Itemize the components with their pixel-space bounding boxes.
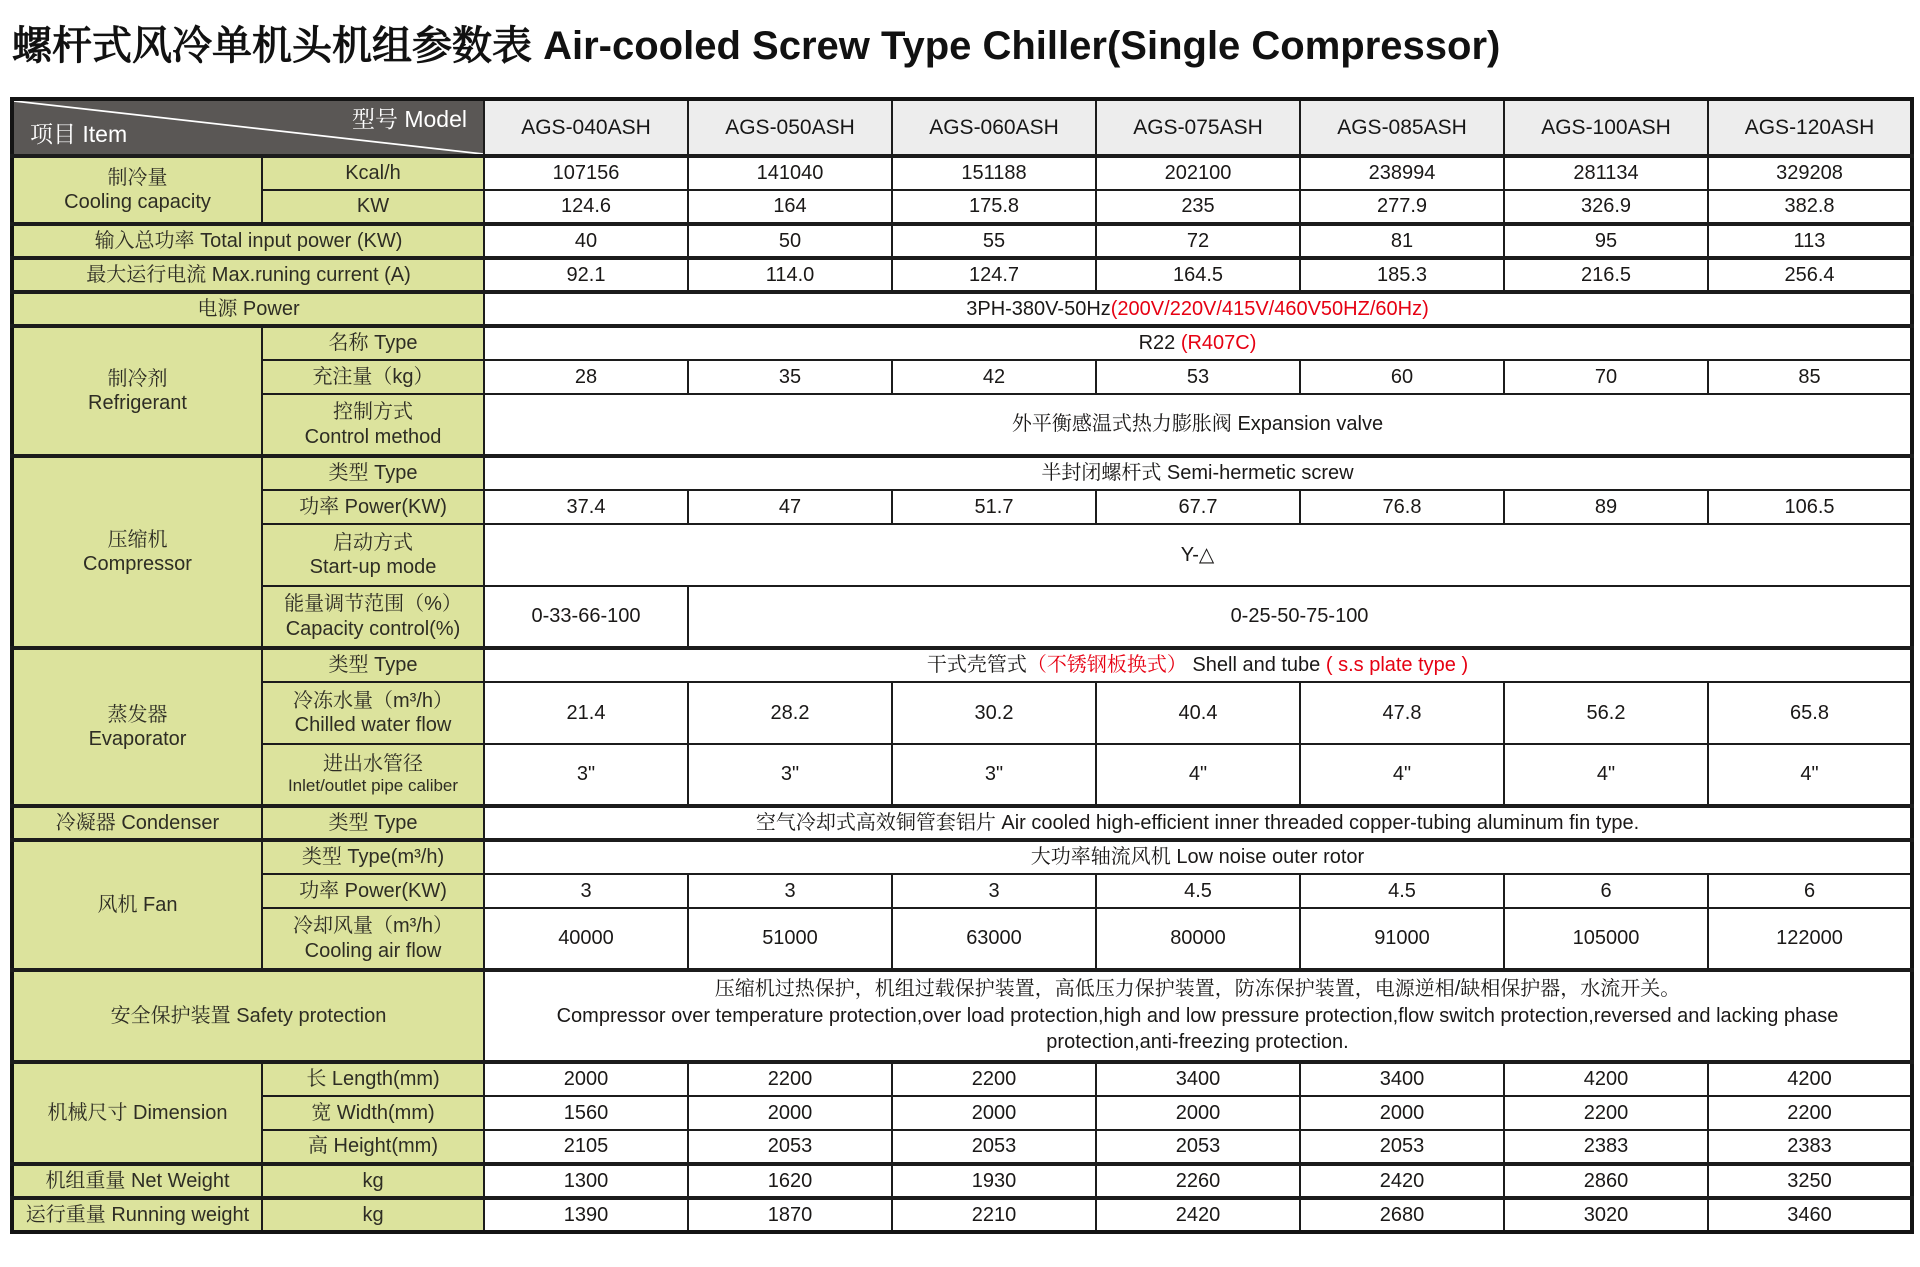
- group-label-en: Compressor: [83, 553, 192, 575]
- value-cell: 72: [1096, 224, 1300, 258]
- row-refrigerant-type: [12, 326, 1912, 360]
- value-cell: 2420: [1300, 1164, 1504, 1198]
- value-cell: 2680: [1300, 1198, 1504, 1232]
- row-width: [12, 1096, 1912, 1130]
- value-cell: 35: [688, 360, 892, 394]
- label-cn: 冷却风量（m³/h）: [293, 915, 453, 938]
- value-cell: 164.5: [1096, 258, 1300, 292]
- value-cell: 28: [484, 360, 688, 394]
- row-safety-protection: [12, 970, 1912, 1062]
- value-cell: 3460: [1708, 1198, 1912, 1232]
- value-condenser-type: 空气冷却式高效铜管套铝片 Air cooled high-efficient inner threaded copper-tubing aluminum fin type.: [484, 806, 1912, 840]
- value-cell: 92.1: [484, 258, 688, 292]
- header-diagonal-cell: [12, 99, 484, 156]
- group-refrigerant: [12, 326, 262, 456]
- value-cell: 3": [484, 744, 688, 806]
- value-cell: 70: [1504, 360, 1708, 394]
- row-cooling-kcal: [12, 156, 1912, 190]
- value-cell: 76.8: [1300, 490, 1504, 524]
- value-cell: 326.9: [1504, 190, 1708, 224]
- value-cell: 2053: [892, 1130, 1096, 1164]
- group-condenser: 冷凝器 Condenser: [12, 806, 262, 840]
- value-cell: 3: [892, 874, 1096, 908]
- model-header-075: AGS-075ASH: [1096, 99, 1300, 156]
- row-capacity-control: [12, 586, 1912, 648]
- group-fan: 风机 Fan: [12, 840, 262, 970]
- page-title: 螺杆式风冷单机头机组参数表 Air-cooled Screw Type Chiller(Single Compressor): [12, 24, 1501, 68]
- value-refrigerant-name: [484, 326, 1912, 360]
- value-cell: 28.2: [688, 682, 892, 744]
- value-cell: 2053: [688, 1130, 892, 1164]
- row-compressor-power: [12, 490, 1912, 524]
- value-cell: 2200: [892, 1062, 1096, 1096]
- group-label-cn: 蒸发器: [107, 703, 168, 726]
- group-label-en: Evaporator: [88, 728, 187, 750]
- value-cell: 141040: [688, 156, 892, 190]
- label-control-method: [262, 394, 484, 456]
- value-cell: 2200: [688, 1062, 892, 1096]
- label-condenser-type: 类型 Type: [262, 806, 484, 840]
- group-label-en: Cooling capacity: [64, 191, 211, 213]
- value-cell: 42: [892, 360, 1096, 394]
- value-cell: 89: [1504, 490, 1708, 524]
- value-cell: 1930: [892, 1164, 1096, 1198]
- value-cell: 185.3: [1300, 258, 1504, 292]
- value-cell: 202100: [1096, 156, 1300, 190]
- label-fan-power: 功率 Power(KW): [262, 874, 484, 908]
- label-refrigerant-name: 名称 Type: [262, 326, 484, 360]
- value-cell: 95: [1504, 224, 1708, 258]
- row-chilled-water-flow: [12, 682, 1912, 744]
- label-compressor-power: 功率 Power(KW): [262, 490, 484, 524]
- label-pipe-caliber: [262, 744, 484, 806]
- value-fan-type: 大功率轴流风机 Low noise outer rotor: [484, 840, 1912, 874]
- model-header-050: AGS-050ASH: [688, 99, 892, 156]
- label-power-supply: 电源 Power: [12, 292, 484, 326]
- row-cooling-air-flow: [12, 908, 1912, 970]
- label-en: Inlet/outlet pipe caliber: [287, 776, 459, 796]
- value-cell: 1560: [484, 1096, 688, 1130]
- row-net-weight: [12, 1164, 1912, 1198]
- value-cell: 1300: [484, 1164, 688, 1198]
- label-refrigerant-charge: 充注量（kg）: [262, 360, 484, 394]
- value-cell: 53: [1096, 360, 1300, 394]
- value-cell: 47: [688, 490, 892, 524]
- value-cell: 80000: [1096, 908, 1300, 970]
- value-cell: 37.4: [484, 490, 688, 524]
- value-power-supply: [484, 292, 1912, 326]
- value-cell: 105000: [1504, 908, 1708, 970]
- label-height: 高 Height(mm): [262, 1130, 484, 1164]
- value-cell: 114.0: [688, 258, 892, 292]
- value-cell: 235: [1096, 190, 1300, 224]
- label-max-current: 最大运行电流 Max.runing current (A): [12, 258, 484, 292]
- label-safety-protection: 安全保护装置 Safety protection: [12, 970, 484, 1062]
- value-cell: 3400: [1096, 1062, 1300, 1096]
- value-cell: 2210: [892, 1198, 1096, 1232]
- value-cell: 3: [484, 874, 688, 908]
- evap-type-en: Shell and tube: [1186, 654, 1326, 677]
- value-cell: 151188: [892, 156, 1096, 190]
- value-cell: 63000: [892, 908, 1096, 970]
- value-cell: 281134: [1504, 156, 1708, 190]
- group-cooling-capacity: [12, 156, 262, 224]
- value-cell: 51.7: [892, 490, 1096, 524]
- value-cell: 3": [892, 744, 1096, 806]
- value-cell: 6: [1504, 874, 1708, 908]
- value-cell: 55: [892, 224, 1096, 258]
- label-en: Control method: [304, 425, 442, 448]
- label-input-power: 输入总功率 Total input power (KW): [12, 224, 484, 258]
- group-label-cn: 压缩机: [107, 528, 168, 551]
- group-compressor: [12, 456, 262, 648]
- item-axis-label: 项目 Item: [30, 120, 128, 147]
- value-cell: 85: [1708, 360, 1912, 394]
- value-cell: 329208: [1708, 156, 1912, 190]
- value-cell: 4": [1300, 744, 1504, 806]
- value-cell: 3: [688, 874, 892, 908]
- model-header-120: AGS-120ASH: [1708, 99, 1912, 156]
- row-fan-power: [12, 874, 1912, 908]
- value-cell: 2860: [1504, 1164, 1708, 1198]
- value-cell: 1390: [484, 1198, 688, 1232]
- value-cell: 124.6: [484, 190, 688, 224]
- value-cell: 81: [1300, 224, 1504, 258]
- value-capacity-rest: 0-25-50-75-100: [688, 586, 1912, 648]
- value-cell: 3": [688, 744, 892, 806]
- row-refrigerant-charge: [12, 360, 1912, 394]
- label-kcal: Kcal/h: [262, 156, 484, 190]
- label-startup-mode: [262, 524, 484, 586]
- group-dimension: 机械尺寸 Dimension: [12, 1062, 262, 1164]
- value-cell: 4": [1708, 744, 1912, 806]
- model-axis-label: 型号 Model: [351, 106, 467, 132]
- value-cell: 2420: [1096, 1198, 1300, 1232]
- value-cell: 2053: [1096, 1130, 1300, 1164]
- value-cell: 2200: [1708, 1096, 1912, 1130]
- row-evaporator-type: [12, 648, 1912, 682]
- label-en: Cooling air flow: [304, 939, 442, 962]
- value-cell: 47.8: [1300, 682, 1504, 744]
- value-cell: 51000: [688, 908, 892, 970]
- value-cell: 216.5: [1504, 258, 1708, 292]
- row-power-supply: [12, 292, 1912, 326]
- value-cell: 2000: [1096, 1096, 1300, 1130]
- safety-text-en: Compressor over temperature protection,over load protection,high and low pressure protection,flow switch protection,reversed and lacking phase protection,anti-freezing protection.: [556, 1004, 1839, 1054]
- row-cooling-kw: [12, 190, 1912, 224]
- value-cell: 2260: [1096, 1164, 1300, 1198]
- power-supply-base: 3PH-380V-50Hz: [966, 297, 1111, 320]
- row-pipe-caliber: [12, 744, 1912, 806]
- value-cell: 1620: [688, 1164, 892, 1198]
- value-cell: 4.5: [1096, 874, 1300, 908]
- row-input-power: [12, 224, 1912, 258]
- row-condenser: [12, 806, 1912, 840]
- value-compressor-type: 半封闭螺杆式 Semi-hermetic screw: [484, 456, 1912, 490]
- label-fan-type: 类型 Type(m³/h): [262, 840, 484, 874]
- row-fan-type: [12, 840, 1912, 874]
- value-cell: 40: [484, 224, 688, 258]
- label-length: 长 Length(mm): [262, 1062, 484, 1096]
- label-width: 宽 Width(mm): [262, 1096, 484, 1130]
- label-cn: 能量调节范围（%）: [284, 593, 462, 616]
- label-cooling-air-flow: [262, 908, 484, 970]
- row-height: [12, 1130, 1912, 1164]
- chiller-spec-table: [10, 97, 1914, 1234]
- refrigerant-base: R22: [1138, 332, 1181, 355]
- label-evaporator-type: 类型 Type: [262, 648, 484, 682]
- label-cn: 冷冻水量（m³/h）: [293, 689, 453, 712]
- value-cell: 56.2: [1504, 682, 1708, 744]
- row-startup-mode: [12, 524, 1912, 586]
- evap-type-cn: 干式壳管式: [926, 654, 1027, 677]
- model-header-040: AGS-040ASH: [484, 99, 688, 156]
- value-cell: 113: [1708, 224, 1912, 258]
- value-cell: 122000: [1708, 908, 1912, 970]
- value-capacity-040: 0-33-66-100: [484, 586, 688, 648]
- row-running-weight: [12, 1198, 1912, 1232]
- value-safety-protection: [484, 970, 1912, 1062]
- value-cell: 4200: [1504, 1062, 1708, 1096]
- row-compressor-type: [12, 456, 1912, 490]
- value-cell: 2053: [1300, 1130, 1504, 1164]
- value-cell: 2383: [1708, 1130, 1912, 1164]
- value-cell: 6: [1708, 874, 1912, 908]
- value-cell: 106.5: [1708, 490, 1912, 524]
- value-cell: 107156: [484, 156, 688, 190]
- label-net-weight: 机组重量 Net Weight: [12, 1164, 262, 1198]
- group-label-en: Refrigerant: [88, 392, 187, 414]
- label-capacity-control: [262, 586, 484, 648]
- value-startup-mode: Y-△: [484, 524, 1912, 586]
- value-cell: 175.8: [892, 190, 1096, 224]
- label-cn: 进出水管径: [323, 752, 423, 775]
- power-supply-options: (200V/220V/415V/460V50HZ/60Hz): [1110, 297, 1429, 320]
- value-cell: 40000: [484, 908, 688, 970]
- value-cell: 256.4: [1708, 258, 1912, 292]
- value-cell: 21.4: [484, 682, 688, 744]
- label-kw: KW: [262, 190, 484, 224]
- label-cn: 启动方式: [333, 531, 413, 554]
- label-en: Chilled water flow: [294, 714, 452, 736]
- model-header-060: AGS-060ASH: [892, 99, 1096, 156]
- label-en: Start-up mode: [309, 556, 437, 578]
- value-cell: 4": [1504, 744, 1708, 806]
- value-cell: 164: [688, 190, 892, 224]
- group-evaporator: [12, 648, 262, 806]
- label-chilled-water-flow: [262, 682, 484, 744]
- label-cn: 控制方式: [333, 401, 413, 424]
- table-header-row: [12, 99, 1912, 156]
- value-cell: 124.7: [892, 258, 1096, 292]
- value-cell: 2105: [484, 1130, 688, 1164]
- value-cell: 4.5: [1300, 874, 1504, 908]
- evap-type-en-note: ( s.s plate type ): [1325, 654, 1469, 677]
- safety-text-cn: 压缩机过热保护，机组过载保护装置，高低压力保护装置，防冻保护装置，电源逆相/缺相保护器，水流开关。: [714, 978, 1681, 1001]
- group-label-cn: 制冷量: [107, 166, 168, 189]
- value-cell: 2000: [688, 1096, 892, 1130]
- value-cell: 2200: [1504, 1096, 1708, 1130]
- model-header-085: AGS-085ASH: [1300, 99, 1504, 156]
- value-cell: 50: [688, 224, 892, 258]
- value-cell: 3400: [1300, 1062, 1504, 1096]
- unit-running-weight: kg: [262, 1198, 484, 1232]
- value-cell: 1870: [688, 1198, 892, 1232]
- refrigerant-alt: (R407C): [1180, 332, 1257, 355]
- value-cell: 4200: [1708, 1062, 1912, 1096]
- value-cell: 2000: [1300, 1096, 1504, 1130]
- unit-net-weight: kg: [262, 1164, 484, 1198]
- value-cell: 67.7: [1096, 490, 1300, 524]
- value-cell: 2383: [1504, 1130, 1708, 1164]
- value-cell: 40.4: [1096, 682, 1300, 744]
- value-cell: 382.8: [1708, 190, 1912, 224]
- value-cell: 30.2: [892, 682, 1096, 744]
- value-cell: 60: [1300, 360, 1504, 394]
- value-cell: 65.8: [1708, 682, 1912, 744]
- value-cell: 2000: [892, 1096, 1096, 1130]
- label-compressor-type: 类型 Type: [262, 456, 484, 490]
- evap-type-cn-note: （不锈钢板换式）: [1026, 654, 1187, 677]
- row-length: [12, 1062, 1912, 1096]
- value-cell: 3020: [1504, 1198, 1708, 1232]
- label-running-weight: 运行重量 Running weight: [12, 1198, 262, 1232]
- label-en: Capacity control(%): [285, 617, 461, 640]
- row-control-method: [12, 394, 1912, 456]
- value-evaporator-type: [484, 648, 1912, 682]
- value-cell: 4": [1096, 744, 1300, 806]
- value-cell: 277.9: [1300, 190, 1504, 224]
- row-max-current: [12, 258, 1912, 292]
- value-cell: 238994: [1300, 156, 1504, 190]
- value-cell: 2000: [484, 1062, 688, 1096]
- value-cell: 3250: [1708, 1164, 1912, 1198]
- model-header-100: AGS-100ASH: [1504, 99, 1708, 156]
- value-control-method: 外平衡感温式热力膨胀阀 Expansion valve: [484, 394, 1912, 456]
- value-cell: 91000: [1300, 908, 1504, 970]
- group-label-cn: 制冷剂: [107, 367, 168, 390]
